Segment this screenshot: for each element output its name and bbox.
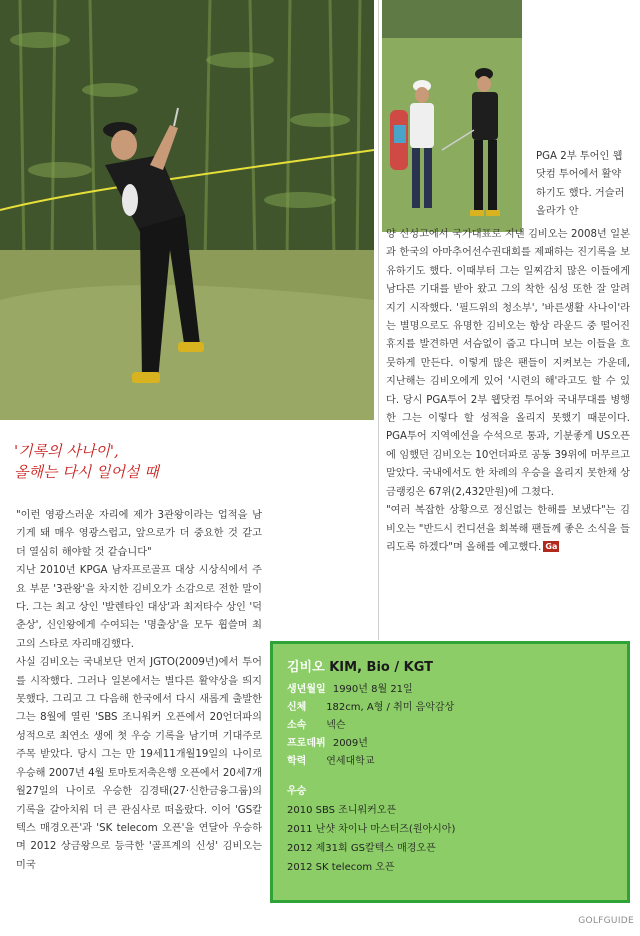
article-paragraph: 사실 김비오는 국내보단 먼저 JGTO(2009년)에서 투어를 시작했다. 그러나 일본에서는 별다른 활약상을 띄지 못했다. 그리고 그 다음해 한국에서 다시 새롭게 출발한 그는 8월에 열린 'SBS 조니워커 오픈에서 20언더파의 성적으로 최연소 생에 첫 우승 기록을 남기며 기대주로 주목 받았다. 당시 그는 만 19세11개월19일의 나이로 우승해 2007년 4월 토마토저축은행 오픈에서 20세7개월27일의 나이로 우승한 김경태(27·신한금융그룹)의 기록을 갈아치워 더 큰 관심사로 떠올랐다. 이어 'GS칼텍스 매경오픈'과 'SK telecom 오픈'을 연달아 우승하며 2012 상금왕으로 등극한 '골프계의 신성' 김비오는 미국 — [16, 657, 262, 871]
profile-row-body — [287, 699, 613, 717]
golfer-swing-illustration — [0, 0, 374, 420]
article-paragraph: 양 신성고에서 국가대표로 지낸 김비오는 2008년 일본과 한국의 아마추어선수권대회를 제패하는 진기록을 보유하기도 했다. 이때부터 그는 일찌감치 많은 이들에게 남다른 기대를 받아 왔고 그의 착한 심성 또한 잘 알려지기 시작했다. '필드위의 청소부', '바른생활 사나이'라는 별명으로도 유명한 김비오는 항상 라운드 중 떨어진 휴지를 발견하면 서슴없이 줍고 다니며 보는 이들을 흐뭇하게 만든다. 이렇게 많은 팬들이 지켜보는 가운데, 지난해는 김비오에게 있어 '시련의 해'라고도 할 수 있다. 당시 PGA투어 2부 웹닷컴 투어와 국내무대를 병행한 그는 이렇다 할 성적을 올리지 못했기 때문이다. PGA투어 지역예선을 수석으로 통과, 기분좋게 US오픈에 임했던 김비오는 10언더파로 공동 39위에 머무르고 말았다. 국내에서도 한 차례의 우승을 올리지 못한채 상금랭킹은 67위(2,432만원)에 그쳤다. — [386, 229, 630, 498]
profile-row-education — [287, 753, 613, 771]
profile-value: 넥슨 — [326, 720, 346, 731]
right-article-column — [386, 226, 630, 557]
profile-row-birth — [287, 681, 613, 699]
article-paragraph-closing — [386, 502, 630, 557]
left-article-column — [16, 507, 262, 875]
profile-row-debut — [287, 735, 613, 753]
profile-label: 생년월일 — [287, 684, 326, 695]
ga-logo-badge: Ga — [545, 542, 558, 552]
profile-name-korean: 김비오 — [287, 660, 325, 675]
profile-label: 학력 — [287, 756, 307, 767]
profile-value: 182cm, A형 / 취미 음악감상 — [326, 702, 455, 713]
profile-label: 소속 — [287, 720, 307, 731]
wins-heading: 우승 — [287, 786, 307, 797]
win-item: 2012 제31회 GS칼텍스 매경오픈 — [287, 843, 436, 854]
profile-label: 신체 — [287, 702, 307, 713]
heading-line-1: '기록의 사나이', — [14, 442, 119, 460]
profile-value: 연세대학교 — [326, 756, 375, 767]
section-heading — [14, 441, 274, 483]
win-item: 2010 SBS 조니워커오픈 — [287, 805, 397, 816]
profile-value: 1990년 8월 21일 — [332, 684, 413, 695]
heading-line-2: 올해는 다시 일어설 때 — [14, 463, 159, 481]
article-paragraph: PGA 2부 투어인 웹닷컴 투어에서 활약하기도 했다. 거슬러 올라가 안 — [536, 151, 625, 218]
win-item: 2012 SK telecom 오픈 — [287, 862, 395, 873]
article-paragraph: 지난 2010년 KPGA 남자프로골프 대상 시상식에서 주요 부문 '3관왕'을 차지한 김비오가 소감으로 전한 말이다. 그는 최고 상인 '발렌타인 대상'과 최저타수 상인 '덕춘상', 신인왕에게 수여되는 '명출상'을 모두 휩쓸며 최고의 스타로 자리매김했다. — [16, 565, 262, 650]
profile-name-english: KIM, Bio / KGT — [329, 660, 434, 675]
profile-value: 2009년 — [332, 738, 368, 749]
column-divider — [378, 0, 379, 640]
right-top-text — [536, 148, 628, 222]
win-item: 2011 난샷 차이나 마스터즈(원아시아) — [287, 824, 456, 835]
profile-title — [287, 656, 613, 675]
article-paragraph: "이런 영광스러운 자리에 제가 3관왕이라는 업적을 남기게 돼 매우 영광스럽고, 앞으로가 더 중요한 것 같고 더 열심히 해야할 것 같습니다" — [16, 510, 262, 558]
golfer-caddie-photo — [382, 0, 522, 232]
profile-label: 프로데뷔 — [287, 738, 326, 749]
closing-text: "여러 복잡한 상황으로 정신없는 한해를 보냈다"는 김비오는 "반드시 컨디션을 회복해 팬들께 좋은 소식을 들리도록 하겠다"며 올해를 예고했다. — [386, 505, 630, 553]
profile-row-affiliation — [287, 717, 613, 735]
player-profile-box — [270, 641, 630, 903]
magazine-footer: GOLFGUIDE — [578, 916, 634, 926]
golfer-swing-photo — [0, 0, 374, 420]
golfer-caddie-illustration — [382, 0, 522, 232]
